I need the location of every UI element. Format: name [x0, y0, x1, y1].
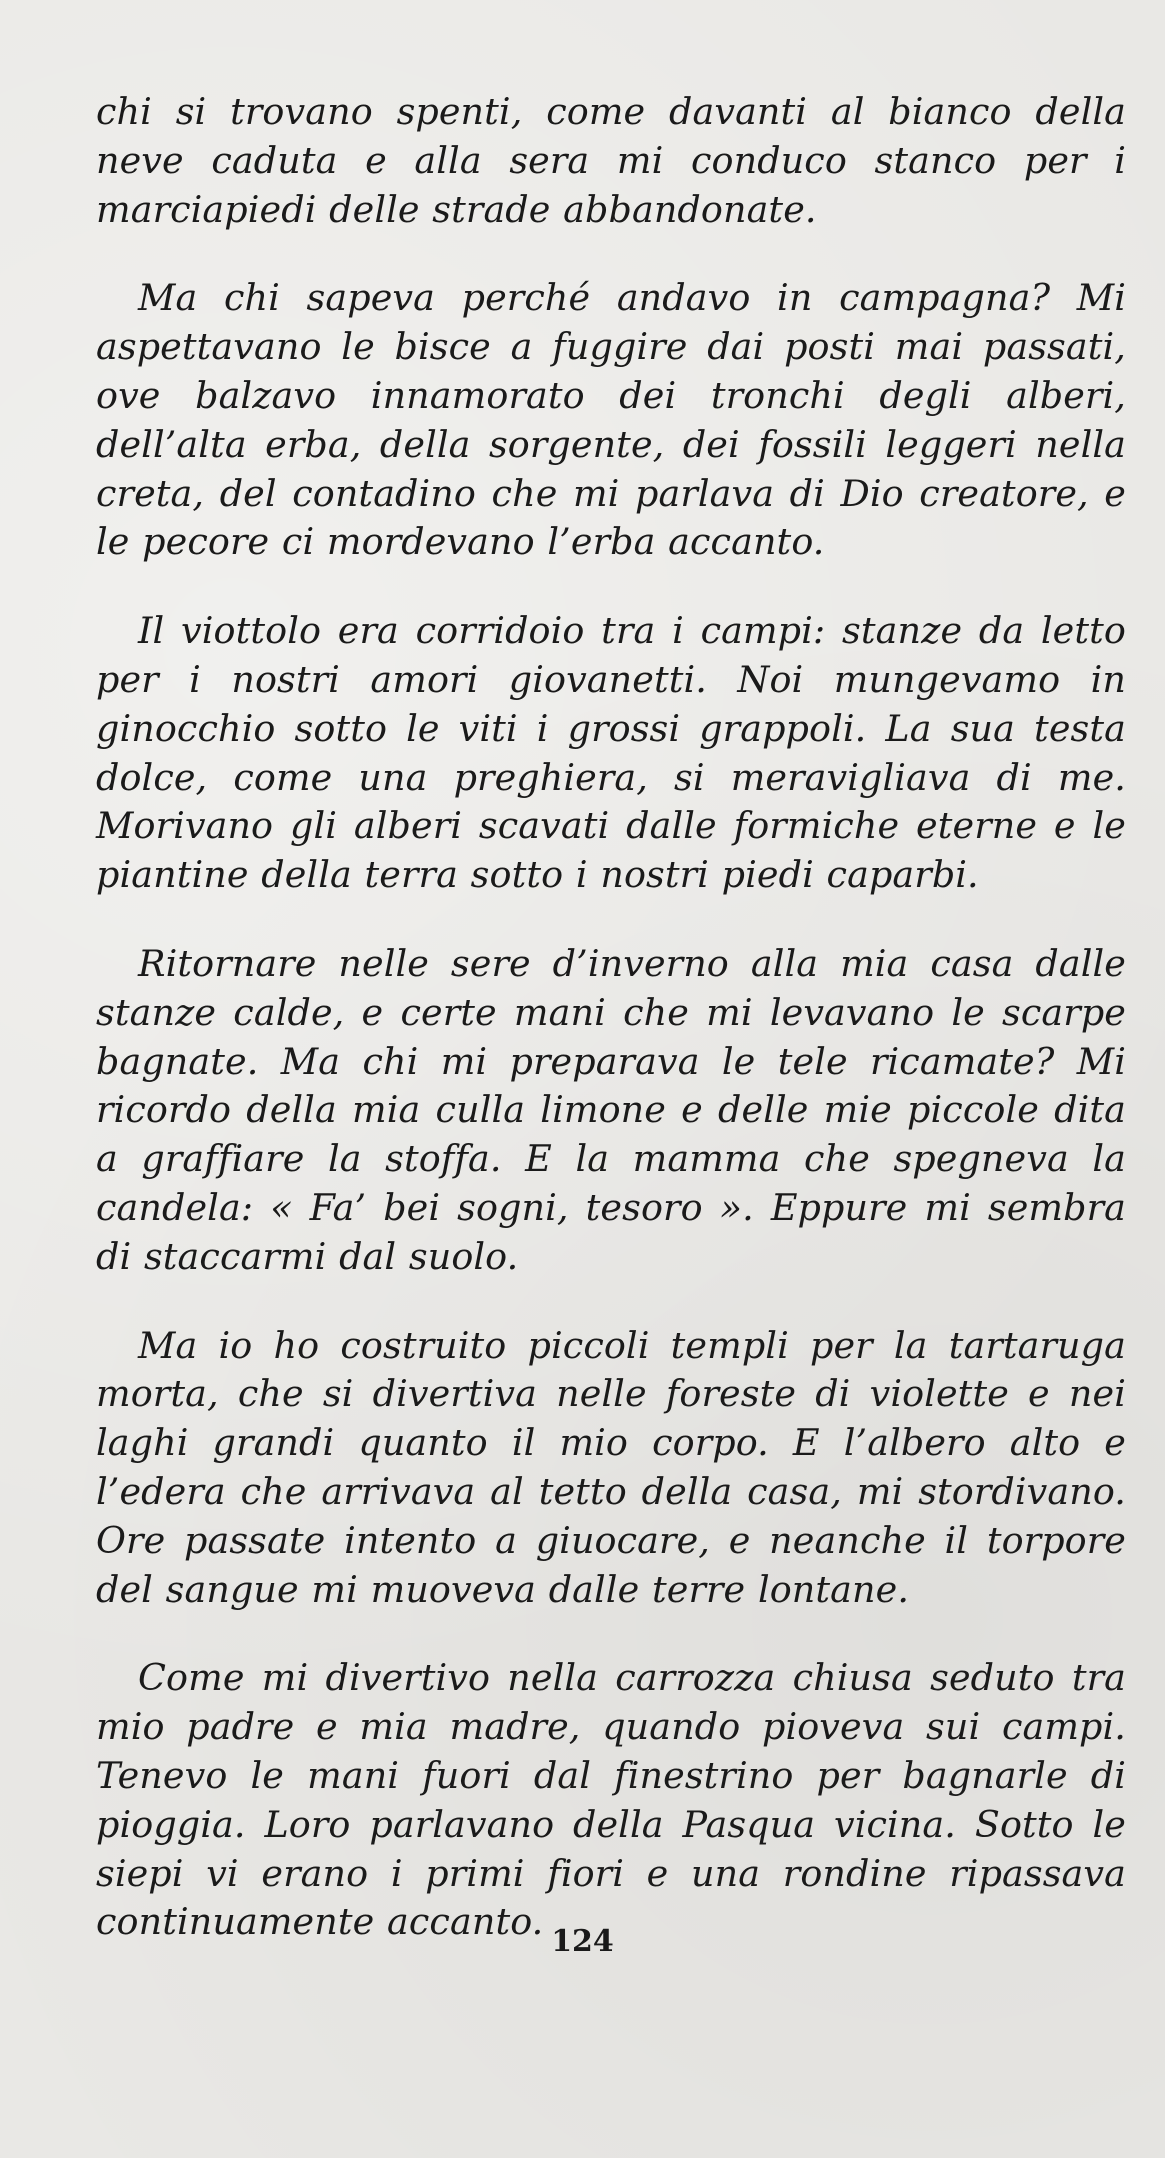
- page-number: 124: [551, 1924, 614, 1959]
- paragraph-3: Il viottolo era corridoio tra i campi: stanze da letto per i nostri amori giovanetti. Noi mungevamo in ginocchio sotto le viti i grossi grappoli. La sua testa dolce, come una preghiera, si meravigliava di me. Morivano gli alberi scavati dalle formiche eterne e le piantine della terra sotto i nostri piedi caparbi.: [96, 609, 1126, 897]
- paragraph-5: Ma io ho costruito piccoli templi per la tartaruga morta, che si divertiva nelle foreste di violette e nei laghi grandi quanto il mio corpo. E l’albero alto e l’edera che arrivava al tetto della casa, mi stordivano. Ore passate intento a giuocare, e neanche il torpore del sangue mi muoveva dalle terre lontane.: [96, 1323, 1126, 1611]
- page-body: [96, 88, 1126, 1987]
- paragraph-2: Ma chi sapeva perché andavo in campagna? Mi aspettavano le bisce a fuggire dai posti mai passati, ove balzavo innamorato dei tronchi degli alberi, dell’alta erba, della sorgente, dei fossili leggeri nella creta, del contadino che mi parlava di Dio creatore, e le pecore ci mordevano l’erba accanto.: [96, 276, 1126, 564]
- paragraph-1: chi si trovano spenti, come davanti al bianco della neve caduta e alla sera mi conduco stanco per i marciapiedi delle strade abbandonate.: [96, 90, 1126, 231]
- paragraph-4: Ritornare nelle sere d’inverno alla mia casa dalle stanze calde, e certe mani che mi levavano le scarpe bagnate. Ma chi mi preparava le tele ricamate? Mi ricordo della mia culla limone e delle mie piccole dita a graffiare la stoffa. E la mamma che spegneva la candela: « Fa’ bei sogni, tesoro ». Eppure mi sembra di staccarmi dal suolo.: [96, 941, 1126, 1278]
- paragraph-6: Come mi divertivo nella carrozza chiusa seduto tra mio padre e mia madre, quando pioveva sui campi. Tenevo le mani fuori dal finestrino per bagnarle di pioggia. Loro parlavano della Pasqua vicina. Sotto le siepi vi erano i primi fiori e una rondine ripassava continuamente accanto.: [96, 1656, 1126, 1944]
